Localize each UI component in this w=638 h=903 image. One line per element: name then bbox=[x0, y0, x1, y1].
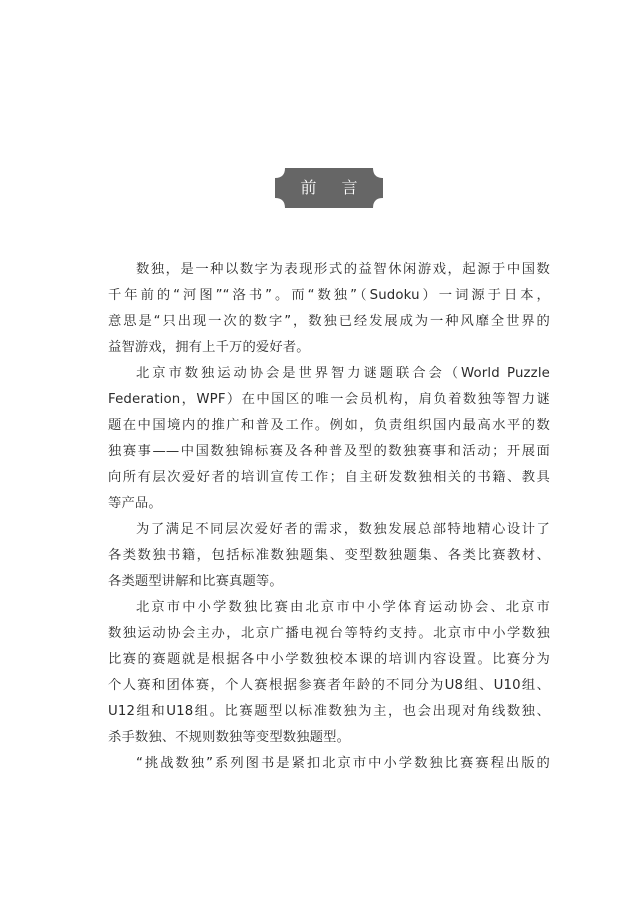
text-line: 题在中国境内的推广和普及工作。例如，负责组织国内最高水平的数 bbox=[108, 418, 550, 433]
text-line: 各类题型讲解和比赛真题等。 bbox=[108, 574, 283, 589]
paragraph bbox=[108, 595, 550, 751]
text-line: 为了满足不同层次爱好者的需求，数独发展总部特地精心设计了 bbox=[136, 522, 550, 537]
text-line: 杀手数独、不规则数独等变型数独题型。 bbox=[108, 730, 351, 745]
text-line: 等产品。 bbox=[108, 496, 162, 511]
text-line: 意思是“只出现一次的数字”，数独已经发展成为一种风靡全世界的 bbox=[108, 314, 550, 329]
text-line: U12组和U18组。比赛题型以标准数独为主，也会出现对角线数独、 bbox=[108, 704, 550, 719]
text-line: 数独，是一种以数字为表现形式的益智休闲游戏，起源于中国数 bbox=[136, 262, 550, 277]
text-line: 益智游戏，拥有上千万的爱好者。 bbox=[108, 340, 310, 355]
preface-body bbox=[108, 257, 550, 777]
text-line: “挑战数独”系列图书是紧扣北京市中小学数独比赛赛程出版的 bbox=[136, 756, 550, 771]
text-line: 独赛事——中国数独锦标赛及各种普及型的数独赛事和活动；开展面 bbox=[108, 444, 550, 459]
text-line: 北京市数独运动协会是世界智力谜题联合会（World Puzzle bbox=[136, 366, 550, 381]
paragraph bbox=[108, 751, 550, 777]
chapter-heading-badge bbox=[275, 168, 383, 208]
text-line: 各类数独书籍，包括标准数独题集、变型数独题集、各类比赛教材、 bbox=[108, 548, 550, 563]
text-line: 千年前的“河图”“洛书”。而“数独”（Sudoku）一词源于日本， bbox=[108, 288, 550, 303]
chapter-heading: 前 言 bbox=[300, 178, 368, 197]
text-line: Federation，WPF）在中国区的唯一会员机构，肩负着数独等智力谜 bbox=[108, 392, 550, 407]
text-line: 比赛的赛题就是根据各中小学数独校本课的培训内容设置。比赛分为 bbox=[108, 652, 550, 667]
text-line: 个人赛和团体赛，个人赛根据参赛者年龄的不同分为U8组、U10组、 bbox=[108, 678, 550, 693]
text-line: 数独运动协会主办，北京广播电视台等特约支持。北京市中小学数独 bbox=[108, 626, 550, 641]
text-line: 向所有层次爱好者的培训宣传工作；自主研发数独相关的书籍、教具 bbox=[108, 470, 550, 485]
paragraph bbox=[108, 517, 550, 595]
paragraph bbox=[108, 257, 550, 361]
text-line: 北京市中小学数独比赛由北京市中小学体育运动协会、北京市 bbox=[136, 600, 550, 615]
paragraph bbox=[108, 361, 550, 517]
